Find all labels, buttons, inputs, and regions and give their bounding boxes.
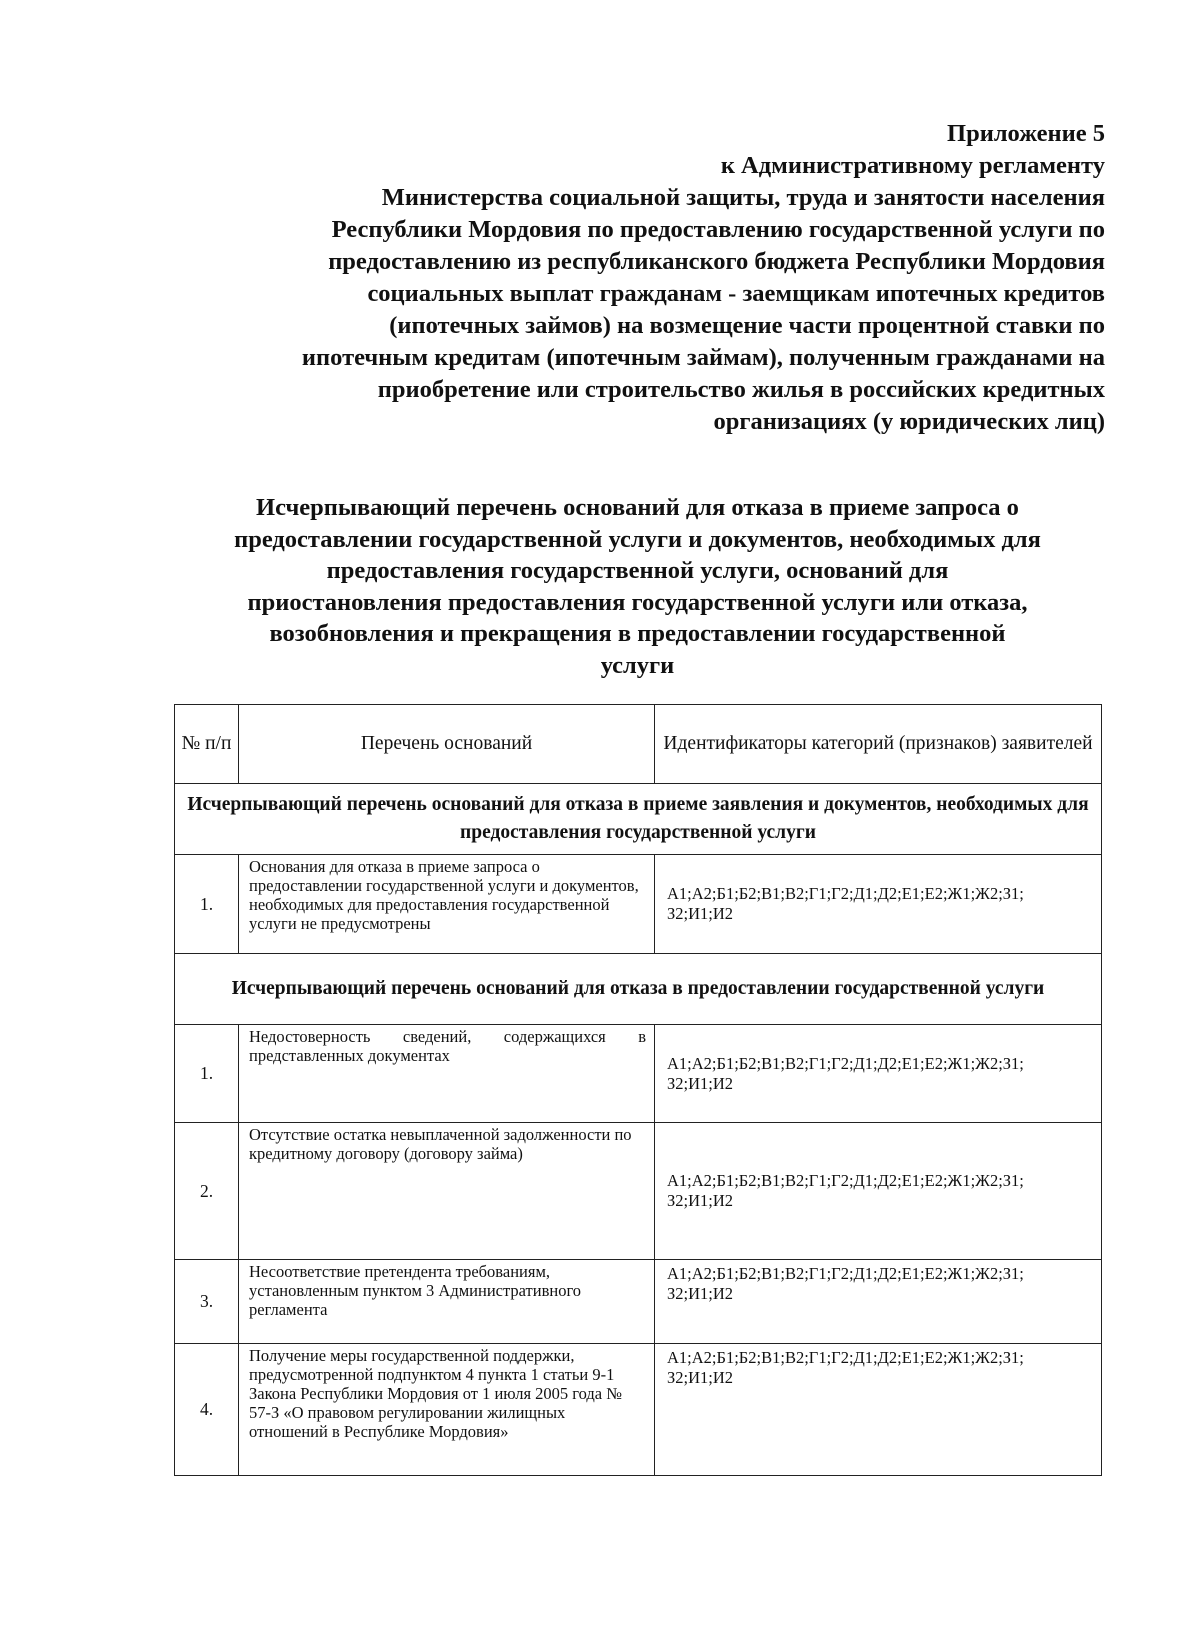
title-line: Исчерпывающий перечень оснований для отказа в приеме запроса о bbox=[256, 494, 1019, 521]
document-title bbox=[170, 492, 1105, 681]
ids-line: А1;А2;Б1;Б2;В1;В2;Г1;Г2;Д1;Д2;Е1;Е2;Ж1;Ж2;З1; bbox=[667, 1264, 1024, 1283]
row-grounds: Недостоверность сведений, содержащихся в представленных документах bbox=[239, 1025, 655, 1123]
row-ids bbox=[655, 1344, 1102, 1476]
row-number: 2. bbox=[175, 1123, 239, 1260]
section-row bbox=[175, 784, 1102, 855]
table-header-row bbox=[175, 705, 1102, 784]
appendix-line: Приложение 5 bbox=[947, 120, 1105, 147]
appendix-line: социальных выплат гражданам - заемщикам ипотечных кредитов bbox=[367, 280, 1105, 307]
ids-line: З2;И1;И2 bbox=[667, 1073, 734, 1093]
appendix-line: ипотечным кредитам (ипотечным займам), полученным гражданами на bbox=[301, 344, 1105, 371]
ids-line: А1;А2;Б1;Б2;В1;В2;Г1;Г2;Д1;Д2;Е1;Е2;Ж1;Ж2;З1; bbox=[667, 1053, 1024, 1073]
ids-line: З2;И1;И2 bbox=[667, 904, 734, 923]
ids-line: З2;И1;И2 bbox=[667, 1368, 734, 1387]
grounds-table bbox=[174, 704, 1102, 1476]
header-num: № п/п bbox=[175, 705, 239, 784]
row-number: 1. bbox=[175, 855, 239, 954]
appendix-line: приобретение или строительство жилья в российских кредитных bbox=[377, 376, 1105, 403]
row-grounds: Основания для отказа в приеме запроса о предоставлении государственной услуги и документов, необходимых для предоставления государственной услуги не предусмотрены bbox=[239, 855, 655, 954]
row-ids bbox=[655, 1260, 1102, 1344]
table-row bbox=[175, 1123, 1102, 1260]
header-grounds: Перечень оснований bbox=[239, 705, 655, 784]
row-number: 4. bbox=[175, 1344, 239, 1476]
header-ids: Идентификаторы категорий (признаков) заявителей bbox=[655, 705, 1102, 784]
row-number: 1. bbox=[175, 1025, 239, 1123]
appendix-line: к Административному регламенту bbox=[720, 152, 1105, 179]
row-number: 3. bbox=[175, 1260, 239, 1344]
row-grounds: Получение меры государственной поддержки, предусмотренной подпунктом 4 пункта 1 статьи 9-1 Закона Республики Мордовия от 1 июля 2005 года № 57-З «О правовом регулировании жилищных отношений в Республике Мордовия» bbox=[239, 1344, 655, 1476]
title-line: услуги bbox=[600, 651, 675, 679]
appendix-line: Министерства социальной защиты, труда и занятости населения bbox=[381, 184, 1105, 211]
appendix-line: организациях (у юридических лиц) bbox=[713, 408, 1105, 435]
ids-line: З2;И1;И2 bbox=[667, 1284, 734, 1303]
title-line: предоставлении государственной услуги и документов, необходимых для bbox=[234, 525, 1041, 553]
row-grounds: Отсутствие остатка невыплаченной задолженности по кредитному договору (договору займа) bbox=[239, 1123, 655, 1260]
section-row bbox=[175, 954, 1102, 1025]
table-row bbox=[175, 855, 1102, 954]
appendix-header bbox=[170, 118, 1105, 438]
ids-line: А1;А2;Б1;Б2;В1;В2;Г1;Г2;Д1;Д2;Е1;Е2;Ж1;Ж2;З1; bbox=[667, 1348, 1024, 1367]
row-ids bbox=[655, 855, 1102, 954]
title-line: приостановления предоставления государственной услуги или отказа, bbox=[247, 588, 1028, 616]
section-title: Исчерпывающий перечень оснований для отказа в приеме заявления и документов, необходимых для предоставления государственной услуги bbox=[175, 784, 1102, 855]
table-row bbox=[175, 1025, 1102, 1123]
row-grounds: Несоответствие претендента требованиям, установленным пунктом 3 Административного регламента bbox=[239, 1260, 655, 1344]
appendix-line: предоставлению из республиканского бюджета Республики Мордовия bbox=[328, 248, 1105, 275]
title-line: возобновления и прекращения в предоставлении государственной bbox=[269, 620, 1006, 647]
ids-line: А1;А2;Б1;Б2;В1;В2;Г1;Г2;Д1;Д2;Е1;Е2;Ж1;Ж2;З1; bbox=[667, 884, 1024, 903]
row-ids bbox=[655, 1025, 1102, 1123]
appendix-line: (ипотечных займов) на возмещение части процентной ставки по bbox=[389, 312, 1105, 339]
ids-line: А1;А2;Б1;Б2;В1;В2;Г1;Г2;Д1;Д2;Е1;Е2;Ж1;Ж2;З1; bbox=[667, 1171, 1024, 1190]
table-row bbox=[175, 1260, 1102, 1344]
title-line: предоставления государственной услуги, оснований для bbox=[326, 557, 949, 584]
section-title: Исчерпывающий перечень оснований для отказа в предоставлении государственной услуги bbox=[175, 954, 1102, 1025]
ids-line: З2;И1;И2 bbox=[667, 1191, 734, 1210]
row-ids bbox=[655, 1123, 1102, 1260]
appendix-line: Республики Мордовия по предоставлению государственной услуги по bbox=[331, 216, 1105, 243]
table-row bbox=[175, 1344, 1102, 1476]
